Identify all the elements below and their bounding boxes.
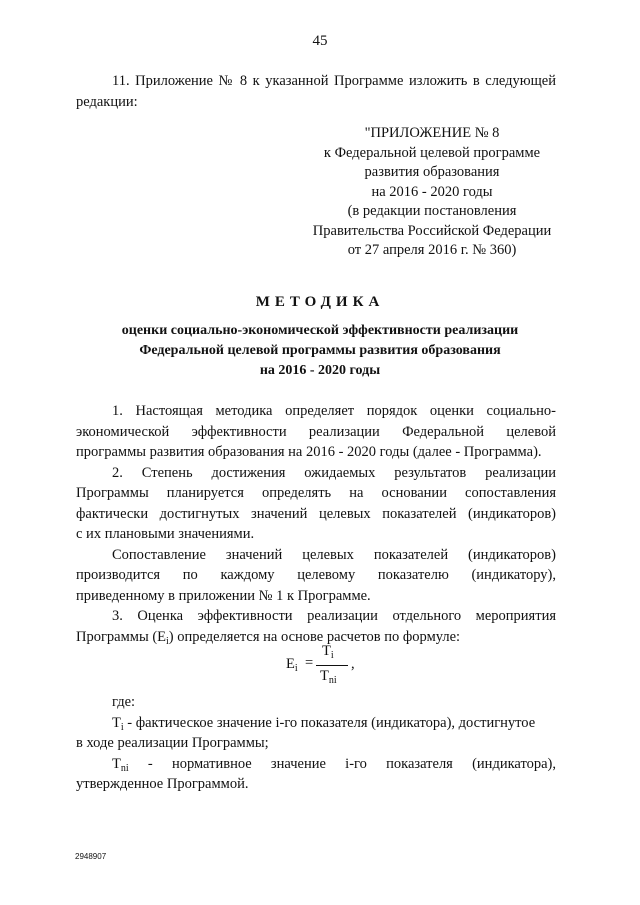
appendix-block — [296, 124, 568, 261]
subtitle-line: Федеральной целевой программы развития образования — [139, 343, 501, 358]
page-number: 45 — [312, 33, 328, 49]
fraction-bar — [316, 665, 348, 666]
appendix-line: на 2016 - 2020 годы — [371, 183, 493, 200]
appendix-line: "ПРИЛОЖЕНИЕ № 8 — [364, 125, 500, 141]
footer-code: 2948907 — [75, 852, 107, 861]
formula-equals: = — [305, 655, 314, 671]
item11-line2: редакции: — [76, 94, 138, 110]
document-subtitle — [80, 321, 560, 381]
def2-line1: $T_{ni}$ - нормативное значение i-го показателя (индикатора), — [112, 756, 556, 774]
para4-line1: 3. Оценка эффективности реализации отдельного мероприятия — [112, 608, 556, 624]
para3-line2: производится по каждому целевому показателю (индикатору), — [76, 567, 556, 583]
para4-line2: Программы $(E_i)$ определяется на основе расчетов по формуле: — [76, 629, 461, 647]
formula — [286, 640, 376, 688]
para1-line2: экономической эффективности реализации Федеральной целевой — [76, 424, 556, 440]
def2-line2: утвержденное Программой. — [76, 776, 249, 792]
def1-line2: в ходе реализации Программы; — [76, 735, 269, 751]
document-title: МЕТОДИКА — [255, 294, 385, 310]
def1-line1: $T_i$ - фактическое значение i-го показателя (индикатора), достигнутое — [112, 715, 536, 733]
para2-line1: 2. Степень достижения ожидаемых результатов реализации — [112, 465, 556, 481]
item11-line1: 11. Приложение № 8 к указанной Программе изложить в следующей — [112, 73, 556, 89]
appendix-line: (в редакции постановления — [347, 203, 517, 219]
appendix-line: развития образования — [364, 164, 500, 180]
subtitle-line: оценки социально-экономической эффективности реализации — [121, 323, 519, 338]
para2-line4: с их плановыми значениями. — [76, 526, 255, 542]
formula-comma: , — [351, 656, 355, 672]
para2-line2: Программы планируется определять на основании сопоставления — [76, 485, 556, 501]
appendix-line: от 27 апреля 2016 г. № 360) — [347, 242, 517, 258]
para3-line1: Сопоставление значений целевых показателей (индикаторов) — [112, 547, 556, 563]
subtitle-line: на 2016 - 2020 годы — [259, 363, 381, 378]
formula-denominator: $T_{ni}$ — [320, 668, 337, 686]
where-label: где: — [112, 694, 136, 710]
para1-line3: программы развития образования на 2016 - 2020 годы (далее - Программа). — [76, 444, 542, 460]
formula-numerator: $T_i$ — [322, 643, 334, 661]
para2-line3: фактически достигнутых значений целевых показателей (индикаторов) — [76, 506, 556, 522]
appendix-line: к Федеральной целевой программе — [323, 144, 541, 161]
para3-line3: приведенному в приложении № 1 к Программе. — [76, 588, 371, 604]
para1-line1: 1. Настоящая методика определяет порядок оценки социально- — [112, 403, 556, 419]
formula-lhs: $E_i$ — [286, 656, 298, 674]
appendix-line: Правительства Российской Федерации — [312, 222, 552, 239]
